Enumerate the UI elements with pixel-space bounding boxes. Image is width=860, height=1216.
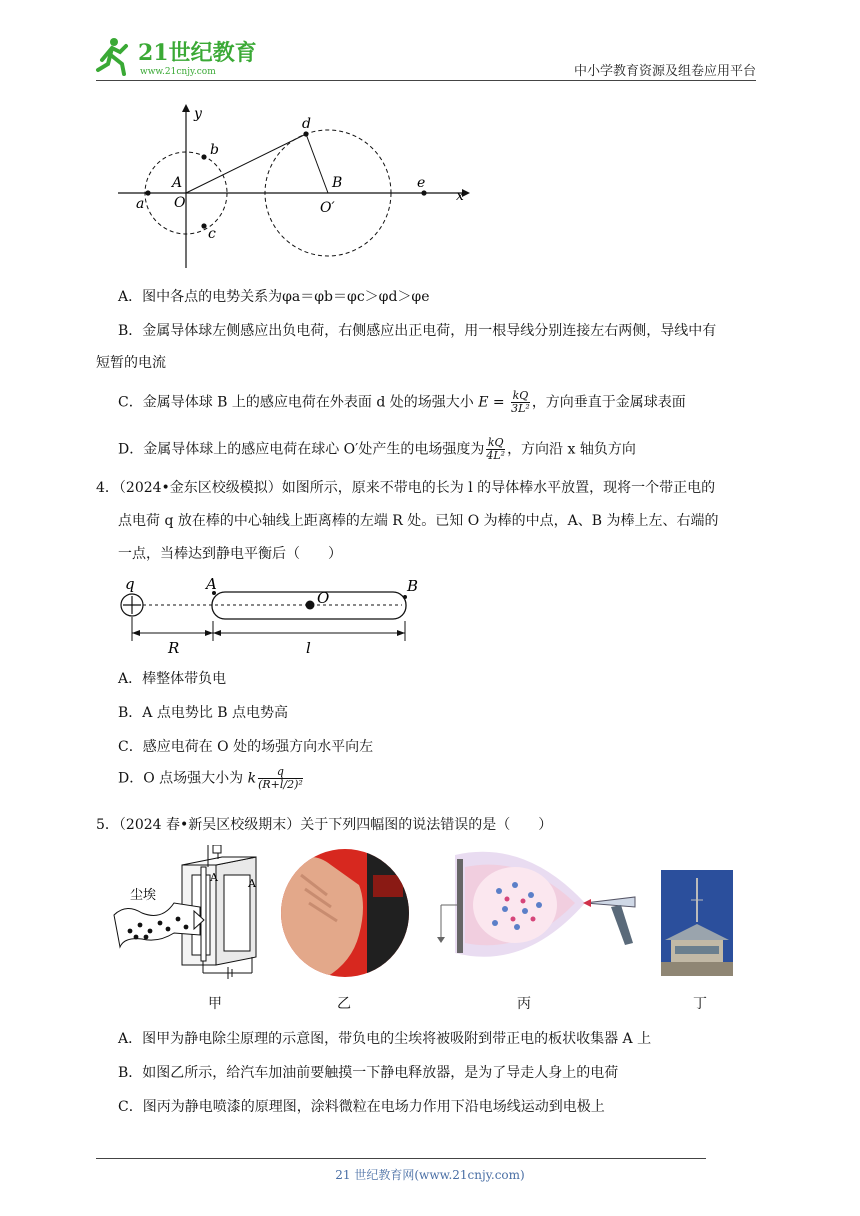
q3-option-c: C．金属导体球 B 上的感应电荷在外表面 d 处的场强大小 E = $\frac{kQ}{\text{3L²}}$ ，方向垂直于金属球表面	[118, 389, 686, 415]
q5-option-c: C．图丙为静电喷漆的原理图，涂料微粒在电场力作用下沿电场线运动到电极上	[118, 1099, 605, 1115]
svg-text:q: q	[125, 575, 135, 593]
q5-stem: 5．（2024 春•新吴区校级期末）关于下列四幅图的说法错误的是（ ）	[96, 817, 553, 833]
svg-text:y: y	[194, 106, 202, 122]
svg-text:l: l	[306, 639, 311, 657]
svg-text:B: B	[407, 577, 419, 595]
svg-text:d: d	[302, 116, 311, 132]
q3-option-b-line2: 短暂的电流	[96, 355, 166, 371]
caption-bing: 丙	[517, 996, 531, 1012]
q3-option-b-line1: B．金属导体球左侧感应出负电荷，右侧感应出正电荷，用一根导线分别连接左右两侧，导线中有	[118, 323, 717, 339]
svg-text:R: R	[168, 639, 180, 657]
caption-yi: 乙	[337, 996, 351, 1012]
q3-option-d: D．金属导体球上的感应电荷在球心 O′处产生的电场强度为 $\frac{kQ}{\text{4L²}}$ ，方向沿 x 轴负方向	[118, 436, 636, 462]
caption-jia: 甲	[208, 996, 222, 1012]
figure-yi-static-discharger-photo	[281, 845, 411, 984]
q5-option-b: B．如图乙所示，给汽车加油前要触摸一下静电释放器，是为了导走人身上的电荷	[118, 1065, 619, 1081]
svg-text:b: b	[210, 142, 219, 158]
svg-text:A: A	[248, 877, 256, 890]
q5-option-a: A．图甲为静电除尘原理的示意图，带负电的尘埃将被吸附到带正电的板状收集器 A 上	[118, 1031, 652, 1047]
svg-text:A: A	[172, 175, 183, 191]
svg-text:尘埃: 尘埃	[130, 888, 157, 903]
runner-logo-icon	[98, 38, 126, 74]
logo-url: www.21cnjy.com	[140, 67, 216, 77]
q4-option-d: D．O 点场强大小为 k $\frac{q}{\text{(R+l/2)²}}$	[118, 765, 303, 791]
q4-stem-line3: 一点，当棒达到静电平衡后（ ）	[118, 546, 342, 562]
svg-text:O′: O′	[320, 200, 335, 216]
footer-link[interactable]: 21 世纪教育网(www.21cnjy.com)	[335, 1168, 525, 1182]
svg-text:A: A	[210, 871, 218, 884]
q3-option-a: A．图中各点的电势关系为φa＝φb＝φc＞φd＞φe	[118, 289, 430, 305]
svg-text:c: c	[208, 226, 216, 242]
figure-sphere-field	[110, 100, 480, 279]
q4-stem-line1: 4．（2024•金东区校级模拟）如图所示，原来不带电的长为 l 的导体棒水平放置，现将一个带正电的	[96, 480, 716, 496]
caption-ding: 丁	[693, 996, 707, 1012]
site-logo	[94, 34, 264, 78]
q4-stem-line2: 点电荷 q 放在棒的中心轴线上距离棒的左端 R 处。已知 O 为棒的中点，A、B 为棒上左、右端的	[118, 513, 719, 529]
q4-option-c: C．感应电荷在 O 处的场强方向水平向左	[118, 739, 374, 755]
logo-text: 21世纪教育	[138, 40, 257, 66]
svg-text:O: O	[317, 589, 330, 607]
footer-divider	[96, 1158, 706, 1159]
svg-text:O: O	[174, 195, 186, 211]
q3-d-fraction: $\frac{kQ}{\text{4L²}}$	[486, 436, 506, 462]
figure-jia-dust-precipitator	[112, 845, 272, 984]
figure-ding-lightning-rod-photo	[661, 870, 733, 980]
header-divider	[96, 80, 756, 81]
svg-text:a: a	[136, 196, 145, 212]
svg-text:B: B	[332, 175, 343, 191]
q3-c-fraction: $\frac{kQ}{\text{3L²}}$	[511, 389, 530, 415]
figure-bing-spray-painting	[435, 845, 645, 984]
q4-option-b: B．A 点电势比 B 点电势高	[118, 705, 289, 721]
figure-rod-charge	[112, 575, 432, 664]
svg-text:e: e	[417, 175, 426, 191]
header-platform-text: 中小学教育资源及组卷应用平台	[573, 64, 756, 79]
svg-text:x: x	[456, 188, 464, 204]
q4-d-fraction: $\frac{q}{\text{(R+l/2)²}}$	[258, 765, 303, 791]
svg-text:A: A	[206, 575, 217, 593]
q4-option-a: A．棒整体带负电	[118, 671, 227, 687]
